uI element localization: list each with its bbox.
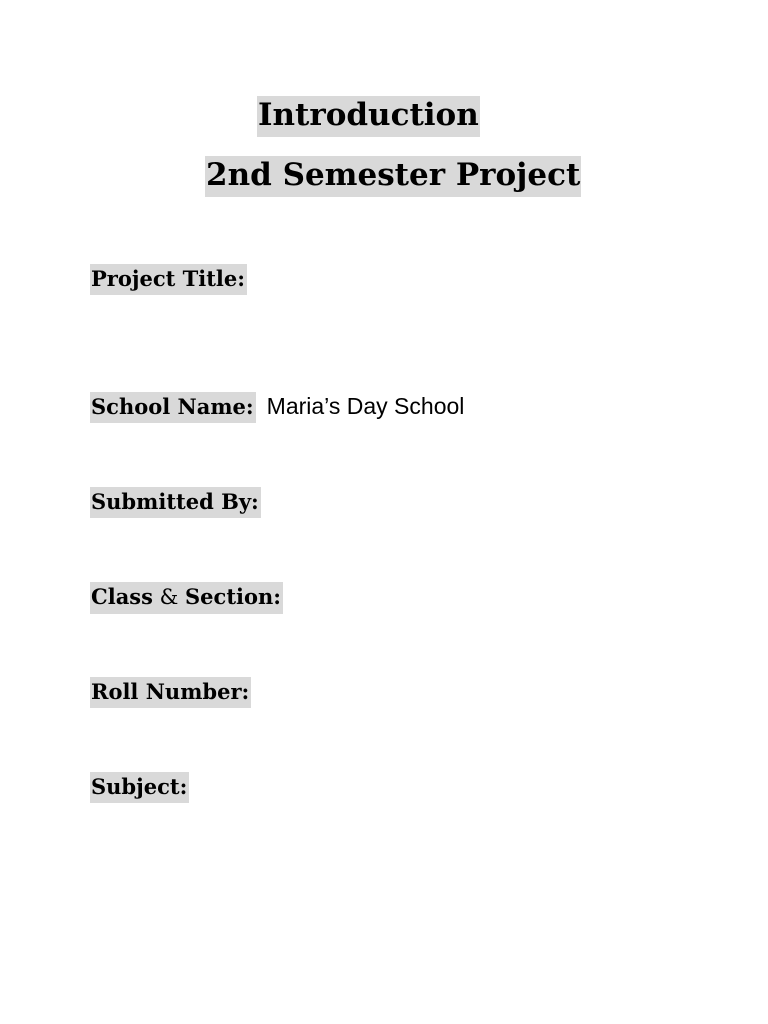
project-title-field bbox=[90, 264, 258, 295]
page-title: Introduction bbox=[257, 96, 480, 137]
school-name-field bbox=[90, 392, 464, 423]
page-subtitle: 2nd Semester Project bbox=[205, 156, 581, 197]
class-section-ampersand: & bbox=[152, 585, 185, 609]
submitted-by-label: Submitted By: bbox=[90, 487, 261, 518]
class-label-part: Class bbox=[91, 584, 153, 609]
school-name-label: School Name: bbox=[90, 392, 256, 423]
roll-number-label: Roll Number: bbox=[90, 677, 251, 708]
roll-number-field bbox=[90, 677, 262, 708]
subject-field bbox=[90, 772, 200, 803]
submitted-by-field bbox=[90, 487, 272, 518]
class-section-label bbox=[90, 582, 283, 614]
project-title-label: Project Title: bbox=[90, 264, 247, 295]
school-name-value: Maria’s Day School bbox=[266, 393, 465, 419]
subject-label: Subject: bbox=[90, 772, 189, 803]
class-section-field bbox=[90, 582, 294, 614]
section-label-part: Section: bbox=[185, 584, 282, 609]
